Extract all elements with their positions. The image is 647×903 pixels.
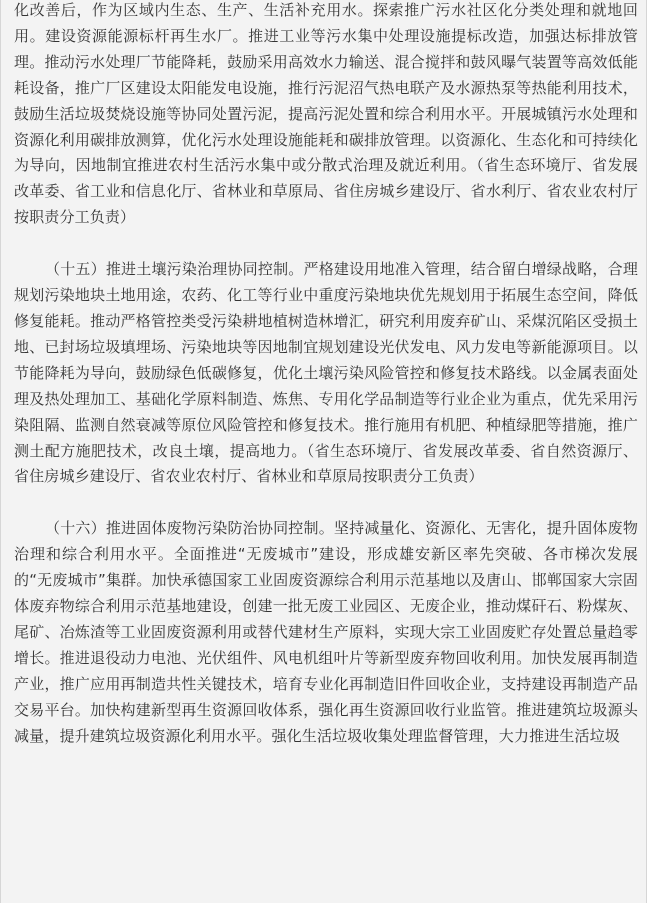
paragraph-spacer bbox=[14, 490, 638, 516]
paragraph-spacer bbox=[14, 231, 638, 257]
paragraph-soil-pollution: （十五）推进土壤污染治理协同控制。严格建设用地准入管理，结合留白增绿战略，合理规划污染地块土地用途，农药、化工等行业中重度污染地块优先规划用于拓展生态空间，降低修复能耗。推动严格管控类受污染耕地植树造林增汇，研究利用废弃矿山、采煤沉陷区受损土地、已封场垃圾填埋场、污染地块等因地制宜规划建设光伏发电、风力发电等新能源项目。以节能降耗为导向，鼓励绿色低碳修复，优化土壤污染风险管控和修复技术路线。以金属表面处理及热处理加工、基础化学原料制造、炼焦、专用化学品制造等行业企业为重点，优先采用污染阻隔、监测自然衰减等原位风险管控和修复技术。推行施用有机肥、种植绿肥等措施，推广测土配方施肥技术，改良土壤，提高地力。（省生态环境厅、省发展改革委、省自然资源厅、省住房城乡建设厅、省农业农村厅、省林业和草原局按职责分工负责） bbox=[14, 260, 638, 486]
paragraph-wastewater-continued: 化改善后，作为区域内生态、生产、生活补充用水。探索推广污水社区化分类处理和就地回用。建设资源能源标杆再生水厂。推进工业等污水集中处理设施提标改造，加强达标排放管理。推动污水处理厂节能降耗，鼓励采用高效水力输送、混合搅拌和鼓风曝气装置等高效低能耗设备，推广厂区建设太阳能发电设施，推行污泥沼气热电联产及水源热泵等热能利用技术，鼓励生活垃圾焚烧设施等协同处置污泥，提高污泥处置和综合利用水平。开展城镇污水处理和资源化利用碳排放测算，优化污水处理设施能耗和碳排放管理。以资源化、生态化和可持续化为导向，因地制宜推进农村生活污水集中或分散式治理及就近利用。（省生态环境厅、省发展改革委、省工业和信息化厅、省林业和草原局、省住房城乡建设厅、省水利厅、省农业农村厅按职责分工负责） bbox=[14, 1, 638, 227]
article-body bbox=[14, 0, 638, 749]
paragraph-solid-waste: （十六）推进固体废物污染防治协同控制。坚持减量化、资源化、无害化，提升固体废物治理和综合利用水平。全面推进“无废城市”建设，形成雄安新区率先突破、各市梯次发展的“无废城市”集群。加快承德国家工业固废资源综合利用示范基地以及唐山、邯郸国家大宗固体废弃物综合利用示范基地建设，创建一批无废工业园区、无废企业，推动煤矸石、粉煤灰、尾矿、冶炼渣等工业固废资源利用或替代建材生产原料，实现大宗工业固废贮存处置总量趋零增长。推进退役动力电池、光伏组件、风电机组叶片等新型废弃物回收利用。加快发展再制造产业，推广应用再制造共性关键技术，培育专业化再制造旧件回收企业，支持建设再制造产品交易平台。加快构建新型再生资源回收体系，强化再生资源回收行业监管。推进建筑垃圾源头减量，提升建筑垃圾资源化利用水平。强化生活垃圾收集处理监督管理，大力推进生活垃圾 bbox=[14, 519, 638, 745]
